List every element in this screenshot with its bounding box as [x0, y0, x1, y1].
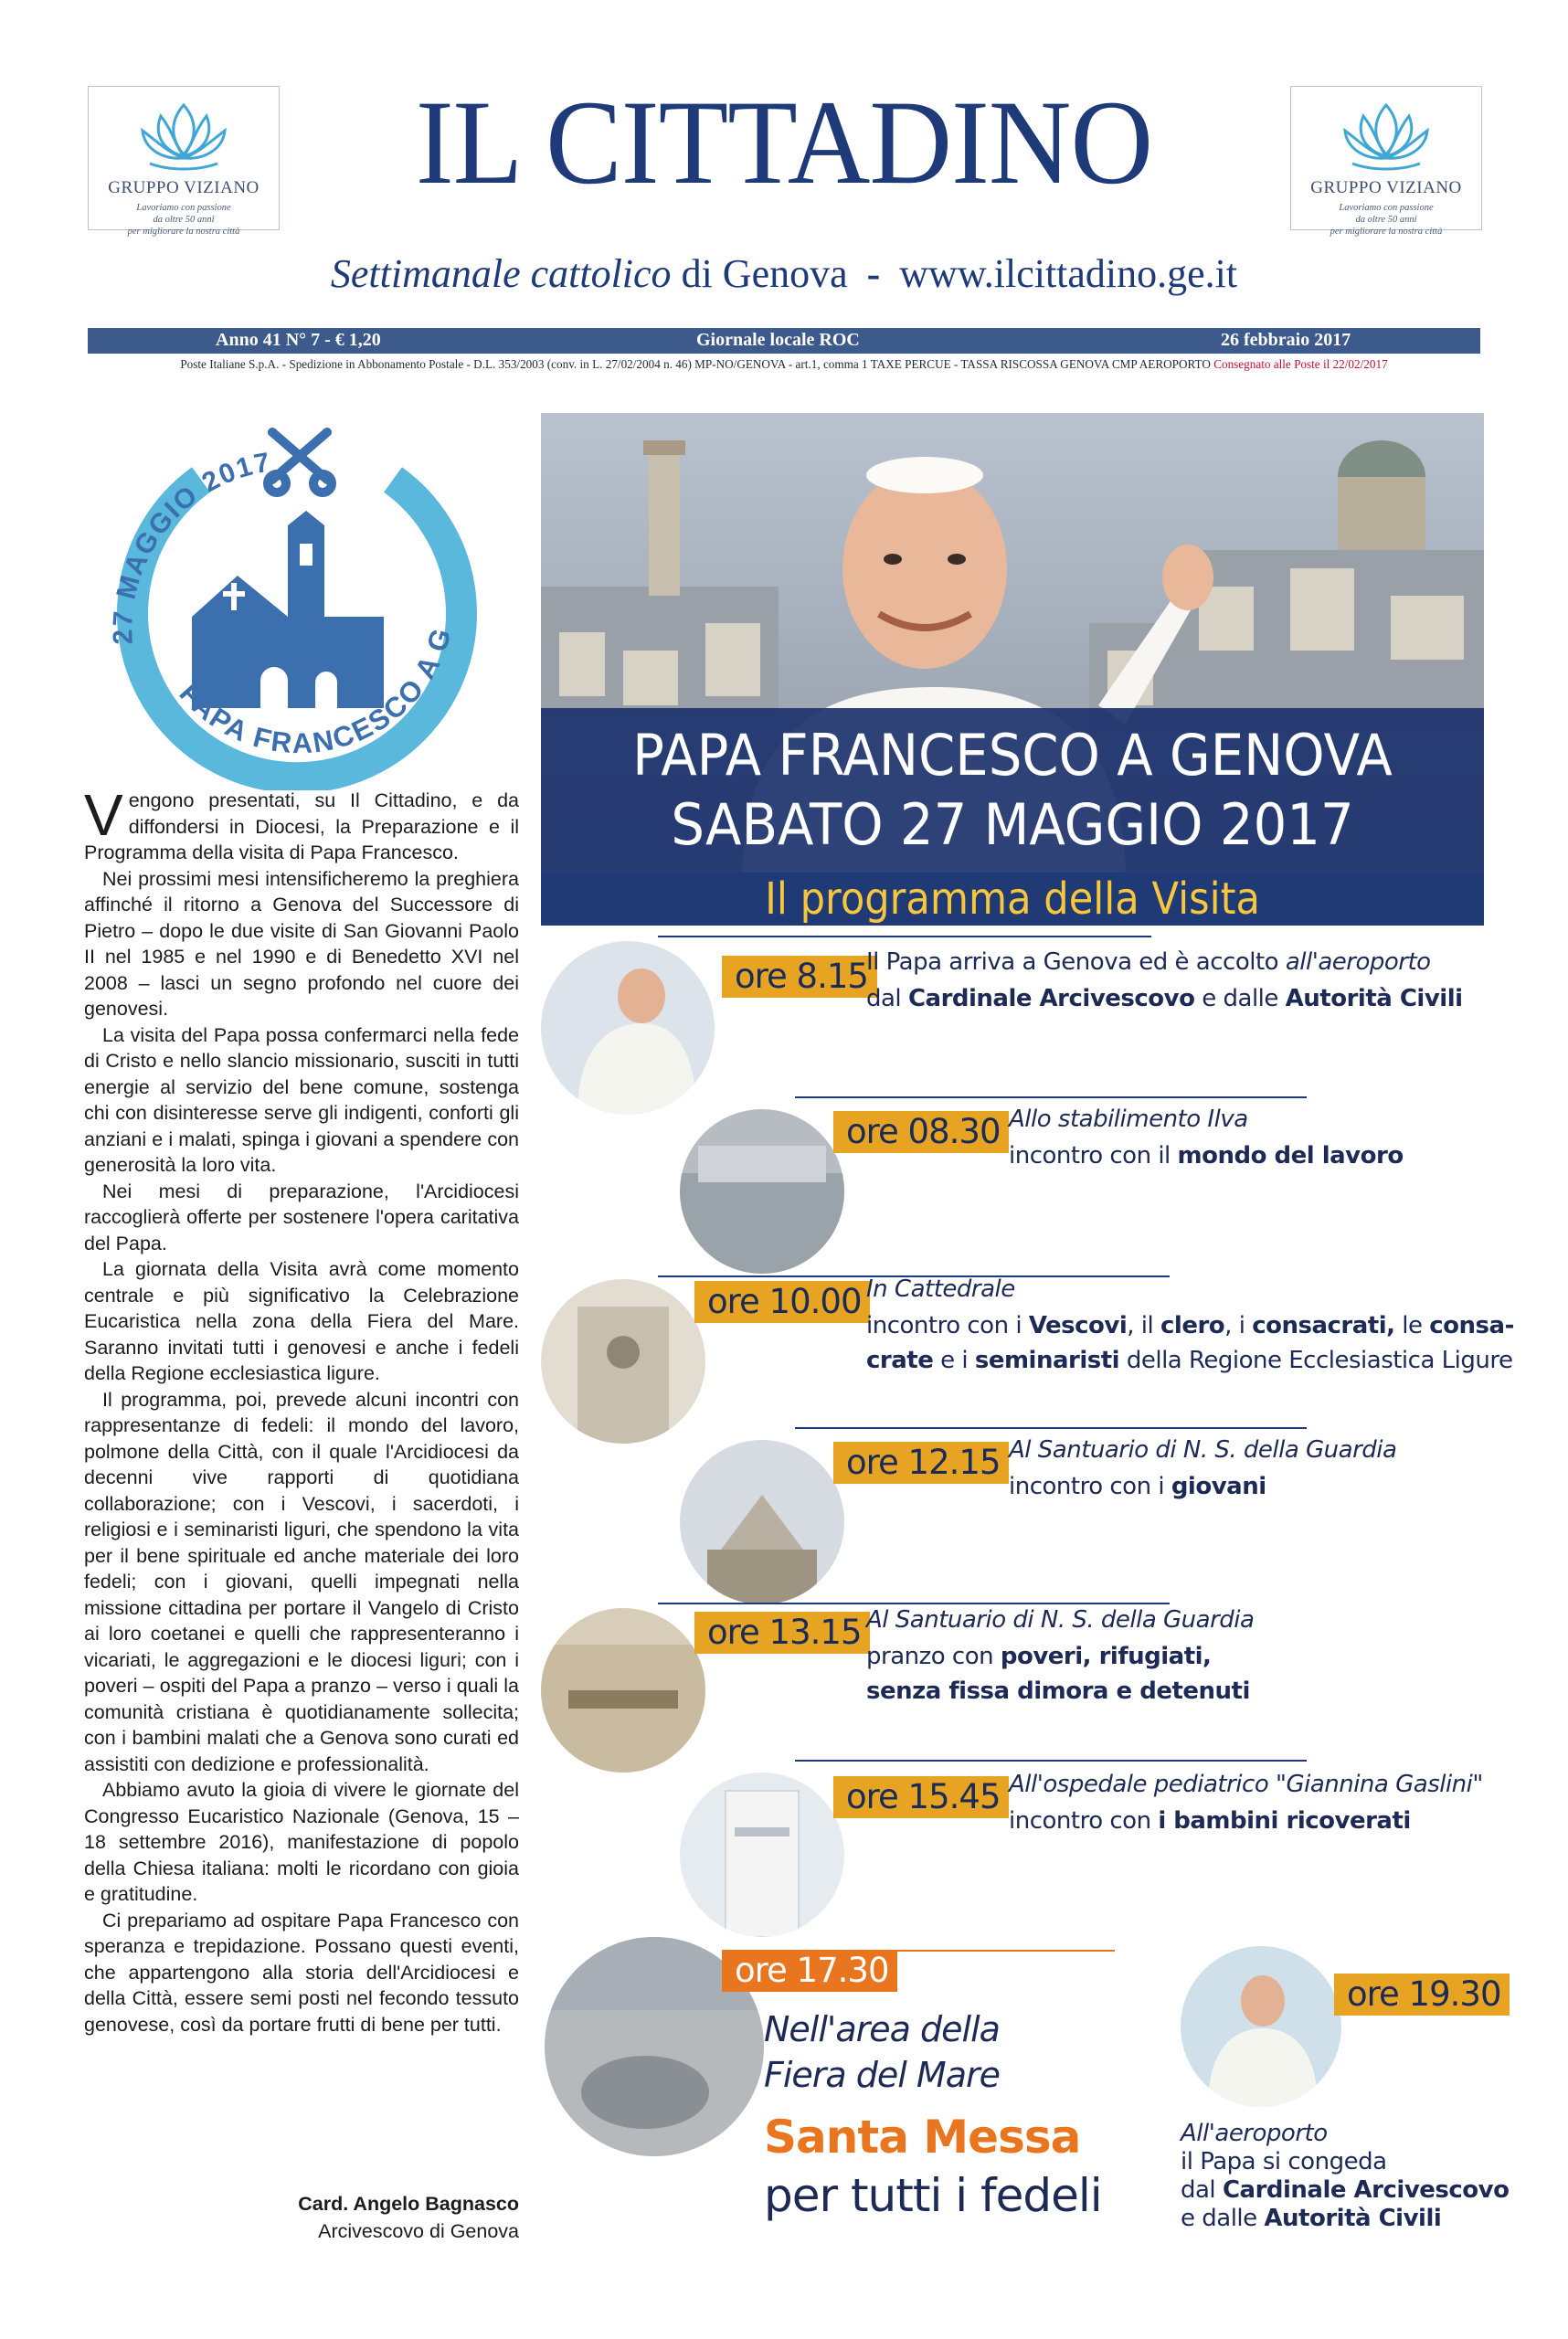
- event-5-line-3: senza fissa dimora e detenuti: [866, 1678, 1250, 1705]
- event-3-time: ore 10.00: [694, 1281, 870, 1323]
- event-3-line-2: incontro con i Vescovi, il clero, i consacrati, le consa-: [866, 1312, 1514, 1339]
- lotus-logo-icon: [133, 98, 234, 175]
- subtitle-italic: Settimanale cattolico: [330, 251, 672, 296]
- church-icon: [192, 511, 384, 708]
- event-1-time: ore 8.15: [722, 956, 877, 998]
- article-paragraph-4: Nei mesi di preparazione, l'Arcidiocesi raccoglierà offerte per sostenere l'opera caritativa del Papa.: [84, 1180, 519, 1254]
- event-6-photo: [680, 1773, 844, 1937]
- visit-logo: [91, 416, 484, 790]
- banner-line-2: SABATO 27 MAGGIO 2017: [671, 791, 1354, 858]
- sponsor-tagline: [89, 202, 279, 238]
- sponsor-tagline-3: per migliorare la nostra città: [1330, 227, 1443, 237]
- newspaper-title: IL CITTADINO: [415, 75, 1153, 209]
- event-6-line-2: incontro con i bambini ricoverati: [1009, 1807, 1411, 1835]
- event-divider: [795, 1096, 1307, 1098]
- issue-info-bar: [88, 328, 1480, 354]
- event-8-photo: [1181, 1946, 1341, 2107]
- event-4-line-1: Al Santuario di N. S. della Guardia: [1009, 1436, 1397, 1464]
- sponsor-tagline-2: da oltre 50 anni: [1355, 215, 1417, 225]
- sponsor-name: GRUPPO VIZIANO: [108, 178, 260, 197]
- event-7-mass-title: Santa Messa: [764, 2111, 1081, 2164]
- event-divider: [795, 1427, 1307, 1429]
- event-7-mass-subtitle: per tutti i fedeli: [764, 2169, 1102, 2222]
- article-paragraph-1: [84, 782, 519, 866]
- sponsor-tagline-3: per migliorare la nostra città: [127, 227, 240, 237]
- sponsor-tagline-1: Lavoriamo con passione: [1339, 203, 1434, 213]
- website-link[interactable]: www.ilcittadino.ge.it: [899, 251, 1238, 296]
- program-title: [541, 873, 1484, 926]
- drop-cap: V: [84, 782, 123, 848]
- event-6-time: ore 15.45: [833, 1776, 1009, 1818]
- signature-name: Card. Angelo Bagnasco: [298, 2193, 519, 2215]
- event-4-photo: [680, 1440, 844, 1604]
- postal-delivery-date: Consegnato alle Poste il 22/02/2017: [1213, 357, 1388, 371]
- sponsor-tagline-2: da oltre 50 anni: [153, 215, 215, 225]
- event-divider: [795, 1760, 1307, 1762]
- event-7-location: [764, 2006, 1000, 2098]
- article-paragraph-2: Nei prossimi mesi intensificheremo la preghiera affinché il ritorno a Genova del Successore di Pietro – dopo le due visite di San Giovanni Paolo II nel 1985 e nel 1990 e di Benedetto XVI nel 2008 – lasci un segno profondo nel cuore dei genovesi.: [84, 867, 519, 1020]
- event-6-line-1: All'ospedale pediatrico "Giannina Gaslini": [1009, 1771, 1483, 1798]
- subtitle-city: di Genova: [681, 251, 848, 296]
- event-2-photo: [680, 1109, 844, 1274]
- newspaper-category: Giornale locale ROC: [696, 330, 860, 350]
- event-3-photo: [541, 1279, 705, 1444]
- article-paragraph-7: Abbiamo avuto la gioia di vivere le giornate del Congresso Eucaristico Nazionale (Genova, 15 – 18 settembre 2016), manifestazione di popolo della Chiesa italiana: molti le ricordano con gioia e gratitudine.: [84, 1779, 519, 1905]
- signature-role: Arcivescovo di Genova: [318, 2220, 519, 2242]
- event-1-photo: [541, 941, 715, 1115]
- event-8-line-4: e dalle Autorità Civili: [1181, 2205, 1442, 2232]
- event-divider: [658, 936, 1151, 937]
- event-1-line-2: dal Cardinale Arcivescovo e dalle Autorità Civili: [866, 985, 1463, 1012]
- article-paragraph-6: Il programma, poi, prevede alcuni incontri con rappresentanze di fedeli: il mondo del lavoro, polmone della Città, con il quale l'Arcidiocesi da decenni vive rapporti di quotidiana collaborazione; con i Vescovi, i sacerdoti, i religiosi e i seminaristi liguri, che spendono la vita per il bene spirituale ed anche materiale dei loro fedeli; con i giovani, quelli impegnati nella missione cittadina per portare il Vangelo di Cristo ai loro coetanei e quelli che rappresenteranno i vicariati, le aggregazioni e le diocesi liguri; con i poveri – ospiti del Papa a pranzo – verso i quali la comunità cristiana è quotidianamente sollecita; con i bambini malati che a Genova sono curati ed assistiti con dedizione e professionalità.: [84, 1388, 519, 1775]
- event-2-line-2: incontro con il mondo del lavoro: [1009, 1142, 1404, 1170]
- article-paragraph-8: Ci prepariamo ad ospitare Papa Francesco con speranza e trepidazione. Possano questi eventi, che appartengono alla storia dell'Arcidiocesi e della Città, essere semi posti nel fecondo tessuto genovese, così da portare frutti di bene per tutti.: [84, 1909, 519, 2036]
- logo-date-text: 27 MAGGIO 2017: [108, 447, 274, 646]
- event-5-photo: [541, 1608, 705, 1773]
- cathedral-dome-icon: [1338, 440, 1425, 550]
- event-4-line-2: incontro con i giovani: [1009, 1473, 1266, 1500]
- event-8-line-1: All'aeroporto: [1181, 2120, 1328, 2147]
- postal-info: [88, 357, 1480, 372]
- banner-line-1: PAPA FRANCESCO A GENOVA: [632, 722, 1393, 788]
- subtitle-separator: -: [866, 251, 881, 296]
- event-4-time: ore 12.15: [833, 1442, 1009, 1484]
- sponsor-tagline-1: Lavoriamo con passione: [136, 203, 231, 213]
- event-2-time: ore 08.30: [833, 1111, 1009, 1153]
- lighthouse-icon: [643, 440, 685, 596]
- postal-text: Poste Italiane S.p.A. - Spedizione in Abbonamento Postale - D.L. 353/2003 (conv. in L. 27/02/2004 n. 46) MP-NO/GENOVA - art.1, comma 1 TAXE PERCUE - TASSA RISCOSSA GENOVA CMP AEROPORTO: [180, 357, 1211, 371]
- editorial-article: [84, 782, 519, 2037]
- event-5-time: ore 13.15: [694, 1612, 870, 1654]
- sponsor-box-right: [1290, 86, 1482, 237]
- sponsor-tagline: [1291, 202, 1481, 238]
- visit-banner: [541, 708, 1484, 882]
- event-3-line-3: crate e i seminaristi della Regione Ecclesiastica Ligure: [866, 1347, 1513, 1374]
- event-8-time: ore 19.30: [1334, 1974, 1510, 2016]
- issue-date: 26 febbraio 2017: [1221, 330, 1351, 350]
- crossed-keys-icon: [268, 432, 332, 492]
- article-paragraph-5: La giornata della Visita avrà come momento centrale e più significativo la Celebrazione Eucaristica nella zona della Fiera del Mare. Saranno invitati tutti i genovesi e anche i fedeli della Regione ecclesiastica ligure.: [84, 1258, 519, 1384]
- issue-number: Anno 41 N° 7 - € 1,20: [216, 330, 381, 350]
- sponsor-name: GRUPPO VIZIANO: [1310, 178, 1462, 197]
- event-3-line-1: In Cattedrale: [866, 1275, 1015, 1303]
- program-title-text: Il programma della Visita: [765, 873, 1260, 925]
- article-paragraph-3: La visita del Papa possa confermarci nella fede di Cristo e nello slancio missionario, susciti in tutti energie al servizio del bene comune, sostenga chi con disinteresse serve gli indigenti, conforti gli anziani e i malati, spinga i giovani a spendere con generosità la loro vita.: [84, 1023, 519, 1176]
- paragraph-text: engono presentati, su Il Cittadino, e da diffondersi in Diocesi, la Preparazione e il Programma della visita di Papa Francesco.: [84, 789, 519, 863]
- event-5-line-1: Al Santuario di N. S. della Guardia: [866, 1606, 1255, 1634]
- event-7-time: ore 17.30: [722, 1950, 897, 1992]
- event-1-line-1: Il Papa arriva a Genova ed è accolto all'aeroporto: [866, 948, 1431, 976]
- event-7-line-2: Fiera del Mare: [764, 2055, 1000, 2095]
- newspaper-subtitle: [274, 250, 1294, 297]
- sponsor-box-left: [88, 86, 280, 237]
- logo-title-text: PAPA FRANCESCO A G: [173, 623, 459, 760]
- event-8-text: [1181, 2120, 1509, 2233]
- lotus-logo-icon: [1336, 98, 1436, 175]
- event-5-line-2: pranzo con poveri, rifugiati,: [866, 1643, 1212, 1670]
- event-2-line-1: Allo stabilimento Ilva: [1009, 1106, 1248, 1133]
- event-7-line-1: Nell'area della: [764, 2009, 1000, 2049]
- event-8-line-2: il Papa si congeda: [1181, 2148, 1387, 2175]
- event-8-line-3: dal Cardinale Arcivescovo: [1181, 2176, 1510, 2204]
